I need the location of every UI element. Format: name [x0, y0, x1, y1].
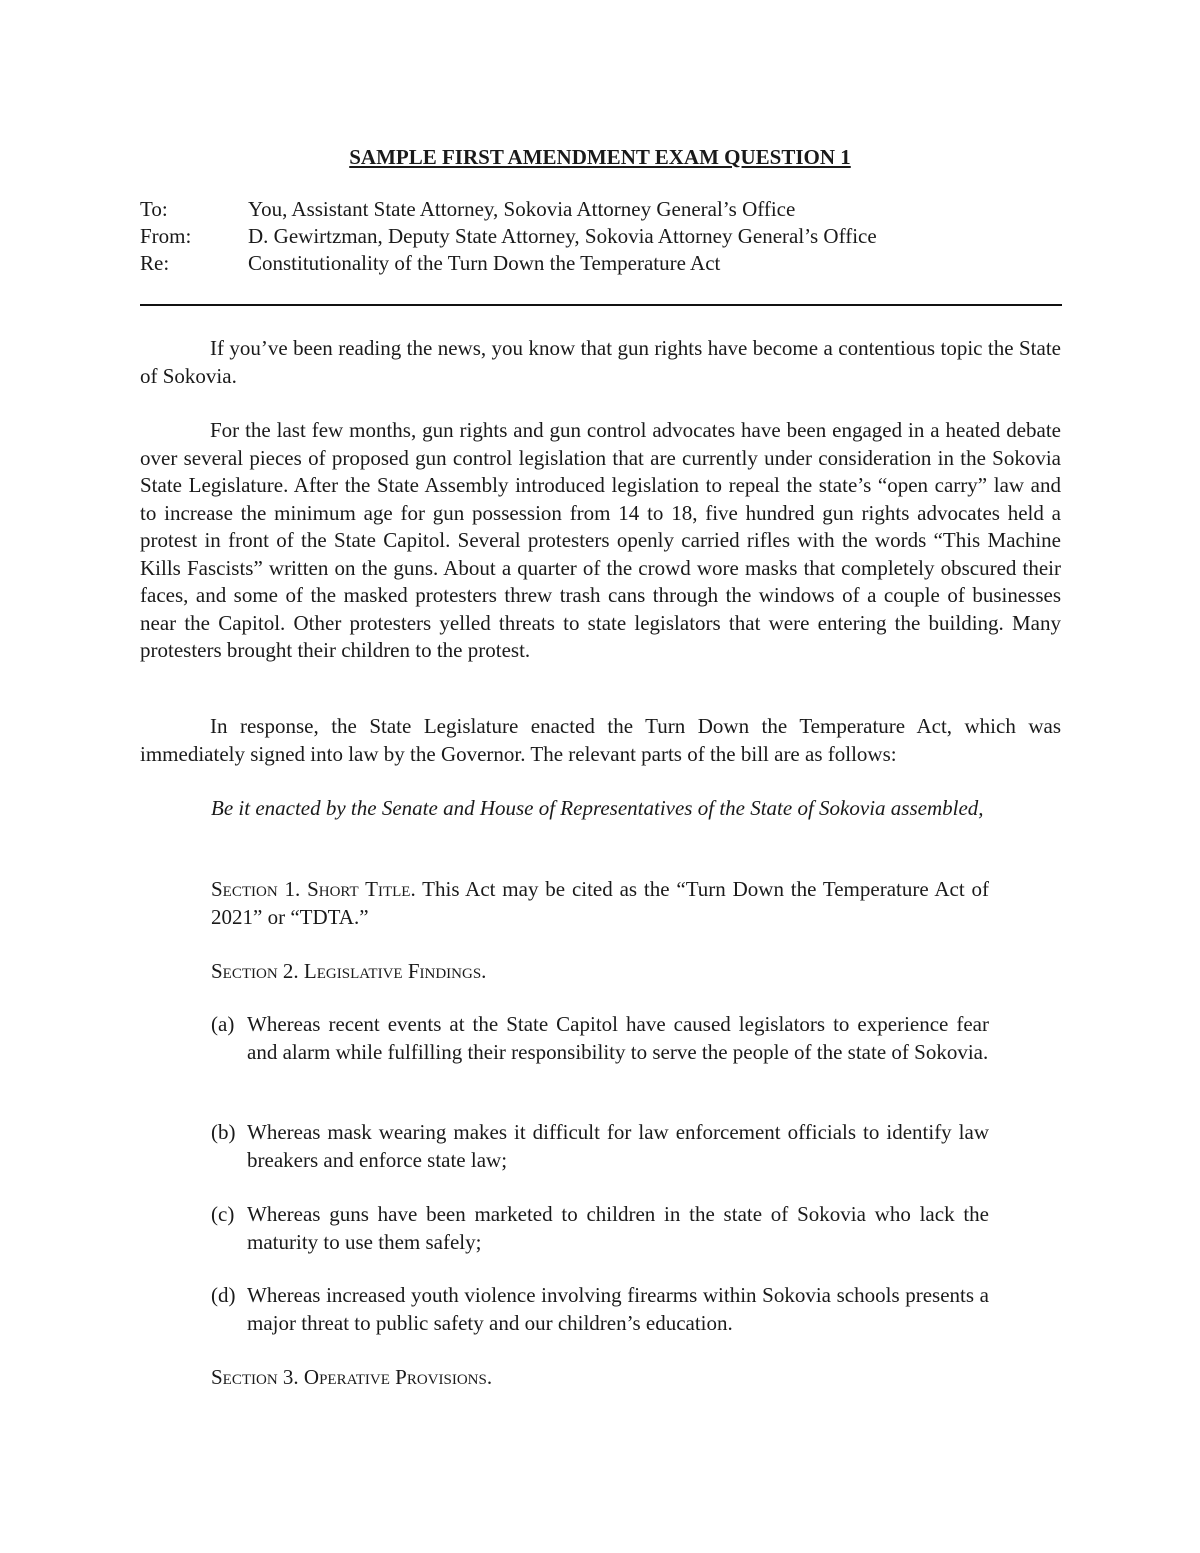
- finding-b-mark: (b): [211, 1120, 236, 1144]
- memo-to-row: [140, 196, 1060, 223]
- finding-d-mark: (d): [211, 1283, 236, 1307]
- paragraph-intro: If you’ve been reading the news, you know that gun rights have become a contentious topic the State of Sokovia.: [140, 336, 1061, 388]
- memo-to-label: To:: [140, 197, 168, 221]
- memo-to-value: You, Assistant State Attorney, Sokovia Attorney General’s Office: [248, 197, 796, 221]
- section-1-heading: Section 1. Short Title.: [211, 877, 416, 901]
- memo-re-label: Re:: [140, 251, 170, 275]
- finding-d-text: Whereas increased youth violence involving firearms within Sokovia schools presents a major threat to public safety and our children’s education.: [247, 1283, 989, 1335]
- section-1-text: This Act may be cited as the “Turn Down the Temperature Act of 2021” or “TDTA.”: [211, 877, 989, 929]
- memo-re-row: [140, 250, 1060, 277]
- finding-c-mark: (c): [211, 1202, 235, 1226]
- paragraph-response: In response, the State Legislature enacted the Turn Down the Temperature Act, which was immediately signed into law by the Governor. The relevant parts of the bill are as follows:: [140, 714, 1061, 766]
- enacting-clause: Be it enacted by the Senate and House of Representatives of the State of Sokovia assembled,: [211, 796, 984, 820]
- finding-c-text: Whereas guns have been marketed to children in the state of Sokovia who lack the maturity to use them safely;: [247, 1202, 989, 1254]
- document-title: SAMPLE FIRST AMENDMENT EXAM QUESTION 1: [349, 145, 851, 169]
- paragraph-background: For the last few months, gun rights and gun control advocates have been engaged in a heated debate over several pieces of proposed gun control legislation that are currently under consideration in the Sokovia State Legislature. After the State Assembly introduced legislation to repeal the state’s “open carry” law and to increase the minimum age for gun possession from 14 to 18, five hundred gun rights advocates held a protest in front of the State Capitol. Several protesters openly carried rifles with the words “This Machine Kills Fascists” written on the guns. About a quarter of the crowd wore masks that completely obscured their faces, and some of the masked protesters threw trash cans through the windows of a couple of businesses near the Capitol. Other protesters yelled threats to state legislators that were entering the building. Many protesters brought their children to the protest.: [140, 418, 1061, 662]
- memo-from-row: [140, 223, 1060, 250]
- finding-a-text: Whereas recent events at the State Capitol have caused legislators to experience fear and alarm while fulfilling their responsibility to serve the people of the state of Sokovia.: [247, 1012, 989, 1064]
- section-3-heading: Section 3. Operative Provisions.: [211, 1365, 493, 1389]
- memo-from-value: D. Gewirtzman, Deputy State Attorney, Sokovia Attorney General’s Office: [248, 224, 877, 248]
- finding-a-mark: (a): [211, 1012, 235, 1036]
- memo-re-value: Constitutionality of the Turn Down the Temperature Act: [248, 251, 721, 275]
- finding-b-text: Whereas mask wearing makes it difficult for law enforcement officials to identify law breakers and enforce state law;: [247, 1120, 989, 1172]
- memo-from-label: From:: [140, 224, 192, 248]
- section-2-heading: Section 2. Legislative Findings.: [211, 959, 487, 983]
- memo-header: [140, 196, 1060, 277]
- memo-divider: [140, 304, 1062, 306]
- section-1: [211, 876, 989, 931]
